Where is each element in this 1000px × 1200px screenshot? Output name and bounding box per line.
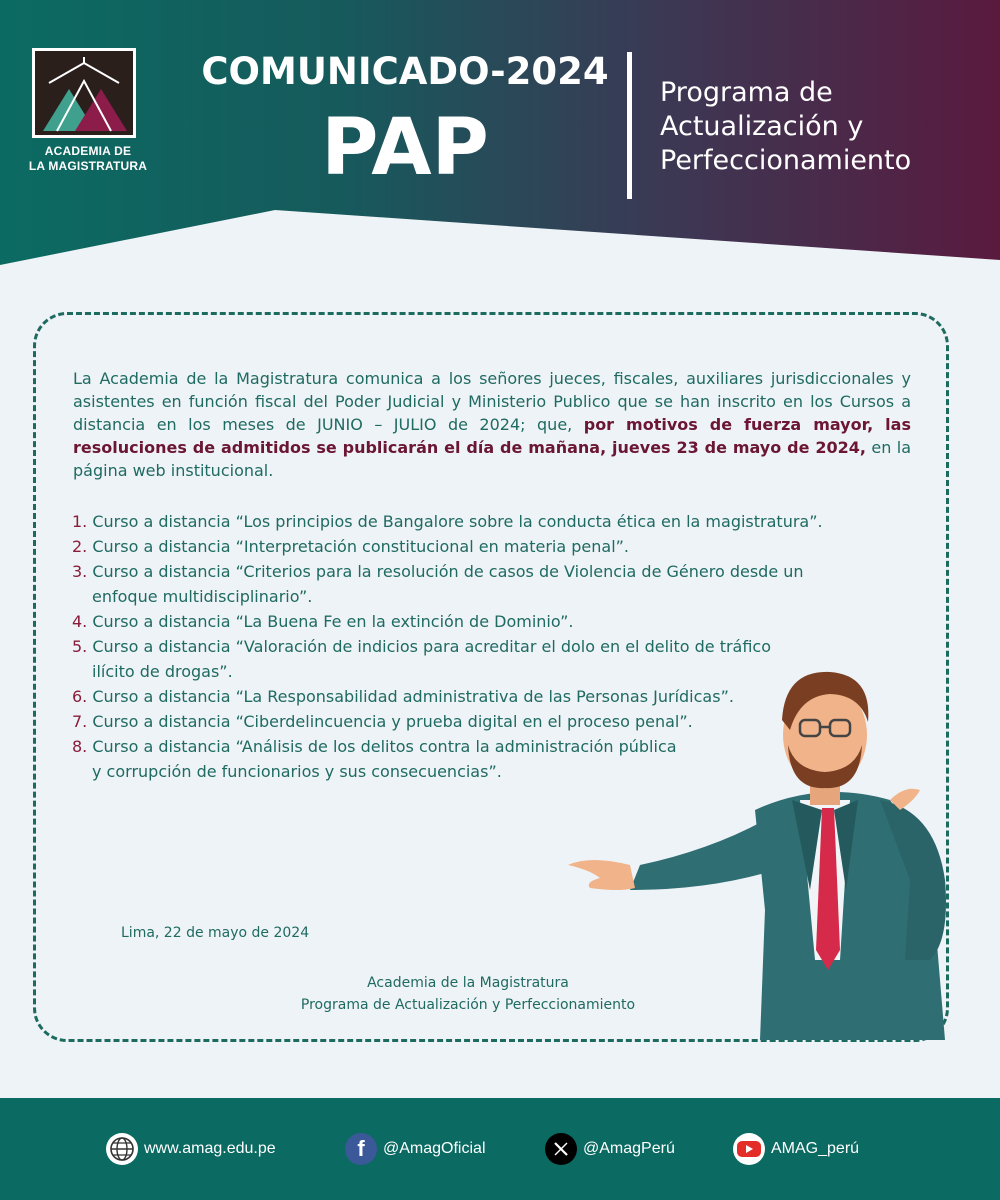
list-item: 2. Curso a distancia “Interpretación constitucional en materia penal”. [72, 537, 630, 556]
youtube-link[interactable]: AMAG_perú [733, 1133, 859, 1165]
logo-mountains-icon [35, 51, 133, 135]
list-item: 8. Curso a distancia “Análisis de los delitos contra la administración pública y corrupción de funcionarios y sus consecuencias”. [72, 737, 677, 781]
list-item: 5. Curso a distancia “Valoración de indicios para acreditar el dolo en el delito de tráfico ilícito de drogas”. [72, 637, 772, 681]
header-divider [627, 52, 632, 199]
intro-paragraph [73, 367, 911, 482]
presenter-illustration [560, 660, 960, 1040]
intro-highlight: por motivos de fuerza mayor, las resoluciones de admitidos se publicarán el día de mañana, jueves 23 de mayo de 2024, [73, 415, 911, 457]
acronym-title: PAP [321, 103, 489, 193]
signature: Academia de la Magistratura Programa de Actualización y Perfeccionamiento [300, 975, 636, 1013]
logo [32, 48, 136, 138]
list-item: 7. Curso a distancia “Ciberdelincuencia y prueba digital en el proceso penal”. [72, 712, 693, 731]
header-wedge [0, 200, 1000, 280]
list-item: 6. Curso a distancia “La Responsabilidad administrativa de las Personas Jurídicas”. [72, 687, 734, 706]
list-item: 3. Curso a distancia “Criterios para la resolución de casos de Violencia de Género desde un enfoque multidisciplinario”. [72, 562, 804, 606]
youtube-icon [733, 1133, 765, 1165]
intro-text: La Academia de la Magistratura comunica a los señores jueces, fiscales, auxiliares jurisdiccionales y asistentes en función fiscal del Poder Judicial y Ministerio Publico que se han inscrito en los Cursos a distancia en los meses de JUNIO – JULIO de 2024; que, [73, 369, 911, 434]
intro-text-end: en la página web institucional. [73, 438, 911, 480]
list-item: 4. Curso a distancia “La Buena Fe en la extinción de Dominio”. [72, 612, 574, 631]
page-title: COMUNICADO-2024 [201, 50, 609, 93]
program-subtitle: Programa de Actualización y Perfeccionamiento [660, 77, 912, 176]
facebook-icon: f [345, 1133, 377, 1165]
facebook-link[interactable]: f @AmagOficial [345, 1133, 486, 1165]
date-line: Lima, 22 de mayo de 2024 [121, 925, 310, 941]
website-link[interactable]: www.amag.edu.pe [106, 1133, 276, 1165]
x-icon [545, 1133, 577, 1165]
x-link[interactable]: @AmagPerú [545, 1133, 675, 1165]
logo-text: ACADEMIA DE LA MAGISTRATURA [28, 144, 148, 173]
list-item: 1. Curso a distancia “Los principios de Bangalore sobre la conducta ética en la magistratura”. [72, 512, 823, 531]
globe-icon [106, 1133, 138, 1165]
